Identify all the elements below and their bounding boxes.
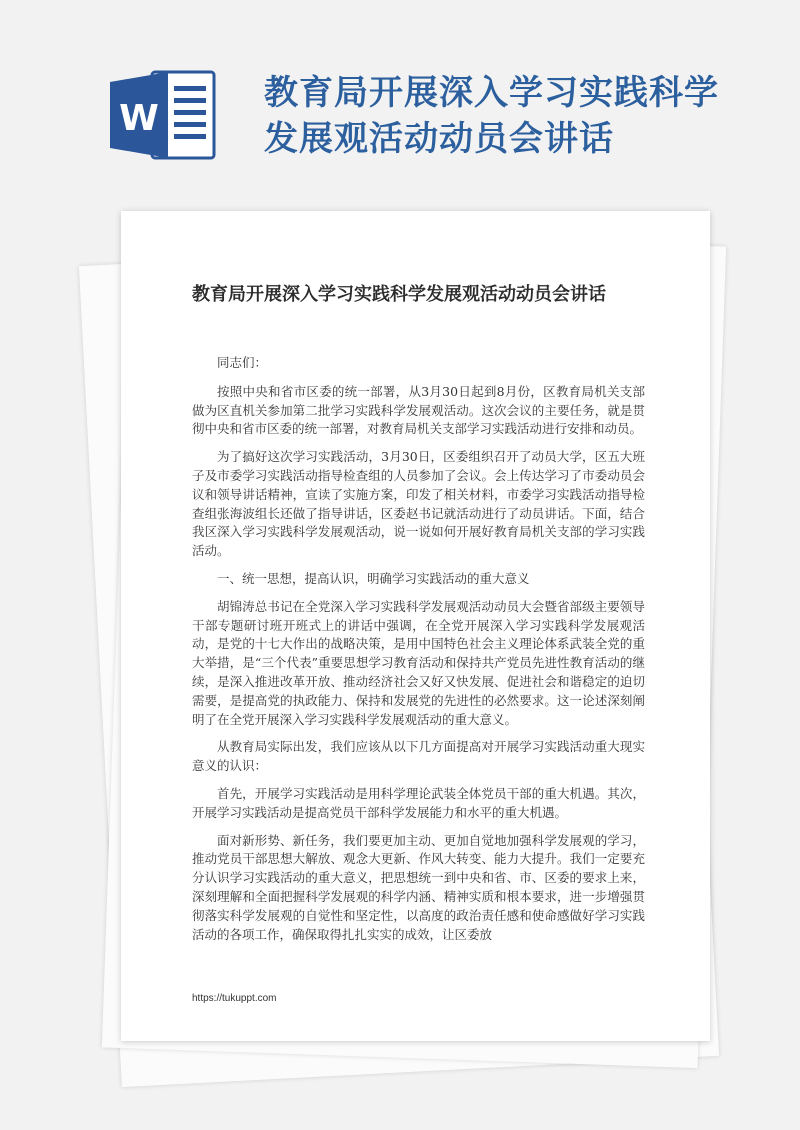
word-logo-letter: W	[119, 98, 159, 139]
document-body	[192, 354, 645, 953]
paragraph: 按照中央和省市区委的统一部署，从3月30日起到8月份，区教育局机关支部做为区直机关参加第二批学习实践科学发展观活动。这次会议的主要任务，就是贯彻中央和省市区委的统一部署，对教育局机关支部学习实践活动进行安排和动员。	[192, 383, 645, 437]
document-title: 教育局开展深入学习实践科学发展观活动动员会讲话	[192, 284, 606, 305]
paragraph: 面对新形势、新任务，我们要更加主动、更加自觉地加强科学发展观的学习，推动党员干部思想大解放、观念大更新、作风大转变、能力大提升。我们一定要充分认识学习实践活动的重大意义，把思想统一到中央和省、市、区委的要求上来，深刻理解和全面把握科学发展观的科学内涵、精神实质和根本要求，进一步增强贯彻落实科学发展观的自觉性和坚定性，以高度的政治责任感和使命感做好学习实践活动的各项工作，确保取得扎扎实实的成效，让区委放	[192, 832, 645, 942]
document-footer-url[interactable]: https://tukuppt.com	[192, 993, 277, 1004]
word-document-icon	[108, 68, 220, 162]
section-heading: 一、统一思想，提高认识，明确学习实践活动的重大意义	[217, 570, 530, 586]
paragraph: 从教育局实际出发，我们应该从以下几方面提高对开展学习实践活动重大现实意义的认识：	[192, 739, 645, 774]
header-title-line-2: 发展观活动动员会讲话	[264, 119, 614, 159]
header-title-line-1: 教育局开展深入学习实践科学	[264, 73, 719, 113]
paragraph-salutation: 同志们：	[217, 355, 268, 370]
paragraph: 首先，开展学习实践活动是用科学理论武装全体党员干部的重大机遇。其次，开展学习实践活动是提高党员干部科学发展能力和水平的重大机遇。	[192, 785, 645, 820]
header-title	[264, 70, 784, 162]
document-page	[121, 211, 710, 1041]
paragraph: 为了搞好这次学习实践活动，3月30日，区委组织召开了动员大学，区五大班子及市委学习实践活动指导检查组的人员参加了会议。会上传达学习了市委动员会议和领导讲话精神，宣读了实施方案，印发了相关材料，市委学习实践活动指导检查组张海波组长还做了指导讲话，区委赵书记就活动进行了动员讲话。下面，结合我区深入学习实践科学发展观活动，说一说如何开展好教育局机关支部的学习实践活动。	[192, 449, 645, 559]
paragraph: 胡锦涛总书记在全党深入学习实践科学发展观活动动员大会暨省部级主要领导干部专题研讨班开班式上的讲话中强调，在全党开展深入学习实践科学发展观活动，是党的十七大作出的战略决策，是用中国特色社会主义理论体系武装全党的重大举措，是“三个代表”重要思想学习教育活动和保持共产党员先进性教育活动的继续，是深入推进改革开放、推动经济社会又好又快发展、促进社会和谐稳定的迫切需要，是提高党的执政能力、保持和发展党的先进性的必然要求。这一论述深刻阐明了在全党开展深入学习实践科学发展观活动的重大意义。	[192, 598, 645, 727]
